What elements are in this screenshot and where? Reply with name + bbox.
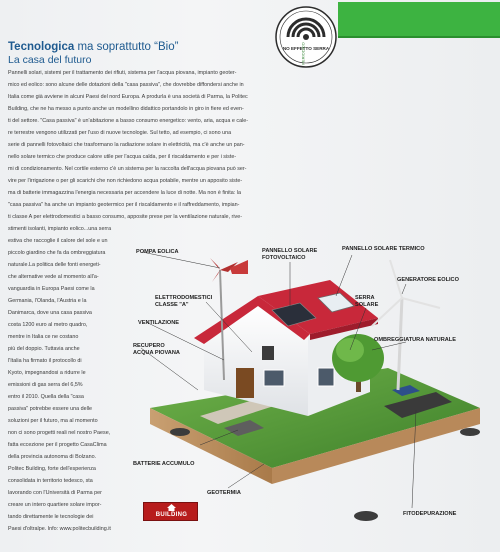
article-line: consolidata in territorio tedesco, sta <box>8 478 93 484</box>
article-line: fatta eccezione per il progetto CasaClima <box>8 442 107 448</box>
front-window-2 <box>262 346 274 360</box>
caption-serra-1: SERRA <box>355 295 375 301</box>
house-mark-icon <box>167 504 176 511</box>
article-line: lavorando con l'Università di Parma per <box>8 490 102 496</box>
article-subtitle: La casa del futuro <box>8 54 92 66</box>
caption-pompa-eolica: POMPA EOLICA <box>136 249 179 255</box>
article-line: Kyoto, impegnandosi a ridurre le <box>8 370 86 376</box>
article-line: della provincia autonoma di Bolzano. <box>8 454 97 460</box>
article-line: mentre in Italia ce ne costano <box>8 334 79 340</box>
header-green-bar-shadow <box>338 36 500 38</box>
caption-ventilazione: VENTILAZIONE <box>138 320 180 326</box>
article-line: piccolo giardino che fa da ombreggiatura <box>8 250 106 256</box>
wind-pump-blade-1 <box>210 258 220 270</box>
caption-pannello-fv-2: FOTOVOLTAICO <box>262 255 306 261</box>
article-line: tando direttamente le tecnologie dei <box>8 514 94 520</box>
side-window-1 <box>318 368 334 386</box>
caption-elettrodomestici-1: ELETTRODOMESTICI <box>155 295 213 301</box>
article-line: Danimarca, dove una casa passiva <box>8 310 92 316</box>
board-foot-right <box>460 428 480 436</box>
article-line: mico ed eolico: sono alcune delle dotazioni della "casa passiva", che dovrebbe diffondersi anche in <box>8 82 244 88</box>
caption-geotermia: GEOTERMIA <box>207 490 241 496</box>
article-line: mi di condizionamento. Nel cortile esterno c'è un sistema per la raccolta dell'acqua piovana può ser- <box>8 166 247 172</box>
no-effetto-serra-logo <box>275 6 337 68</box>
article-line: re terrestre vengono utilizzati per l'uso di nuove tecnologie. Sul tetto, ad esempio, ci sono una <box>8 130 232 136</box>
caption-serra-2: SOLARE <box>355 302 379 308</box>
wind-pump-blade-3 <box>212 270 220 282</box>
article-line: Building, che ne ha messo a punto anche un modellino didattico portandolo in giro in fiere ed even- <box>8 106 244 112</box>
house-door <box>236 368 254 398</box>
article-line: ti del settore. "Casa passiva" è un'abitazione a basso consumo energetico: vento, aria, acqua e cale- <box>8 118 249 124</box>
article-line: vanguardia in Europa Paesi come la <box>8 286 95 292</box>
article-line: nello solare termico che produce calore utile per l'acqua calda, per il riscaldamento e per i siste- <box>8 154 237 160</box>
article-line: costa 1200 euro al metro quadro, <box>8 322 88 328</box>
caption-recupero-1: RECUPERO <box>133 343 165 349</box>
caption-recupero-2: ACQUA PIOVANA <box>133 350 180 356</box>
article-line: vire per l'irrigazione o per gli scarichi che non richiedono acqua potabile, mentre un apposito siste- <box>8 178 243 184</box>
board-foot-middle <box>354 511 378 521</box>
article-line: che alternative vede al momento all'a- <box>8 274 99 280</box>
caption-fitodepurazione: FITODEPURAZIONE <box>403 511 457 517</box>
article-line: naturale.La politica delle fonti energeti- <box>8 262 101 268</box>
article-line: non ci sono progetti reali nel nostro Paese, <box>8 430 111 436</box>
caption-ombreggiatura: OMBREGGIATURA NATURALE <box>374 337 456 343</box>
wind-generator-blade-2 <box>402 298 440 308</box>
title-bold: Tecnologica <box>8 41 75 53</box>
header-green-bar <box>338 2 500 36</box>
article-line: emissioni di gas serra del 6,5% <box>8 382 83 388</box>
article-line: Germania, l'Olanda, l'Austria e la <box>8 298 87 304</box>
article-title <box>8 41 178 53</box>
article-line: serie di pannelli fotovoltaici che trasformano la radiazione solare in elettricità, ma c'è anche un pan- <box>8 142 245 148</box>
logo-text: NO EFFETTO SERRA <box>282 46 330 51</box>
politec-building-logo <box>143 502 198 521</box>
article-line: creare un intero quartiere solare impor- <box>8 502 102 508</box>
board-foot-left <box>170 428 190 436</box>
article-line: passiva" potrebbe essere una delle <box>8 406 93 412</box>
front-window-1 <box>264 370 284 386</box>
logo-side-text: PERIODICO <box>300 42 306 65</box>
brand-name: BUILDING <box>155 512 188 518</box>
article-line: Politec Building, forte dell'esperienza <box>8 466 96 472</box>
article-line: ti classe A per elettrodomestici a basso consumo, apposite prese per la ventilazione naturale, rive- <box>8 214 243 220</box>
title-rest: ma soprattutto “Bio” <box>74 41 179 53</box>
caption-generatore-eolico: GENERATORE EOLICO <box>397 277 459 283</box>
article-line: stimenti isolanti, impianto eolico...una serra <box>8 226 112 232</box>
article-line: estiva che raccoglie il calore del sole e un <box>8 238 108 244</box>
caption-batterie: BATTERIE ACCUMULO <box>133 461 195 467</box>
article-line: Pannelli solari, sistemi per il trattamento dei rifiuti, sistema per l'acqua piovana, impianto geoter- <box>8 70 237 76</box>
article-line: Italia come già avviene in alcuni Paesi del nord Europa. A produrla è una società di Parma, la Politec <box>8 94 248 100</box>
article-line: l'Italia ha firmato il protocollo di <box>8 358 82 364</box>
article-line: più del doppio. Tuttavia anche <box>8 346 80 352</box>
article-line: soluzioni per il futuro, ma al momento <box>8 418 98 424</box>
caption-pannello-termico: PANNELLO SOLARE TERMICO <box>342 246 425 252</box>
article-line: ma di batterie immagazzina l'energia necessaria per accendere la luce di notte. Ma non è finita: la <box>8 190 241 196</box>
house-model-illustration <box>140 240 500 540</box>
article-line: entro il 2010. Quella della "casa <box>8 394 84 400</box>
article-line: Paesi d'oltralpe. Info: www.politecbuilding.it <box>8 526 111 532</box>
article-line: "casa passiva" ha anche un impianto geotermico per il riscaldamento e il raffreddamento, impian- <box>8 202 240 208</box>
caption-elettrodomestici-2: CLASSE "A" <box>155 302 189 308</box>
wind-pump-vane <box>230 260 248 274</box>
caption-pannello-fv-1: PANNELLO SOLARE <box>262 248 318 254</box>
